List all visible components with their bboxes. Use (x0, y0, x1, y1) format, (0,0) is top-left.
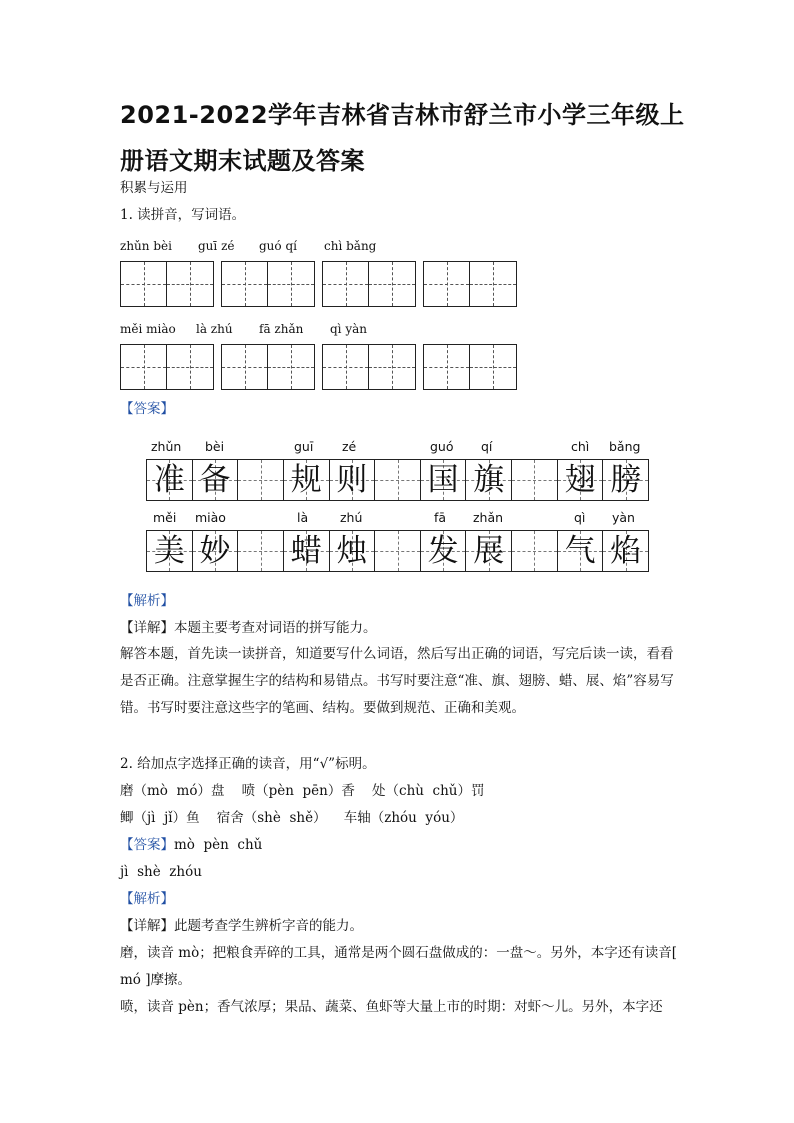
q2-explanation-2: 喷，读音 pèn；香气浓厚；果品、蔬菜、鱼虾等大量上市的时期：对虾～儿。另外，本字还 (120, 999, 663, 1015)
answer-char: 旗 (473, 461, 505, 498)
detail-text: 此题考查学生辨析字音的能力。 (174, 918, 363, 934)
q2-options-line-1: 磨（mò mó）盘 喷（pèn pēn）香 处（chù chǔ）罚 (120, 783, 485, 799)
answer-label: 【答案】 (120, 837, 174, 853)
q2-answer-line-1 (120, 835, 262, 855)
writing-grid[interactable] (120, 344, 214, 390)
answer-pinyin: miào (195, 510, 226, 525)
answer-char: 膀 (610, 461, 642, 498)
section-heading: 积累与运用 (120, 180, 188, 196)
answer-char: 翅 (564, 461, 596, 498)
detail-label: 【详解】 (120, 918, 174, 934)
answer-char: 发 (427, 532, 459, 569)
writing-grid[interactable] (322, 344, 416, 390)
answer-pinyin: guó (430, 439, 454, 454)
answer-grid-row-2 (146, 530, 649, 572)
q1-explanation: 解答本题，首先读一读拼音，知道要写什么词语，然后写出正确的词语，写完后读一读，看看是否正确。注意掌握生字的结构和易错点。书写时要注意“准、旗、翅膀、蜡、展、焰”容易写错。书写时要注意这些字的笔画、结构。要做到规范、正确和美观。 (120, 646, 674, 716)
answer-char: 国 (427, 461, 459, 498)
q1-stem: 1. 读拼音，写词语。 (120, 207, 246, 223)
answer-char: 烛 (336, 532, 368, 569)
writing-grid[interactable] (322, 261, 416, 307)
writing-grid[interactable] (423, 261, 517, 307)
detail-line (120, 618, 377, 638)
answer-char: 备 (199, 461, 231, 498)
q1-pinyin-5: měi miào (120, 322, 176, 336)
q1-pinyin-1: zhǔn bèi (120, 239, 172, 253)
answer-pinyin: zhǎn (473, 510, 504, 525)
answer-char: 展 (473, 532, 505, 569)
answer-pinyin: yàn (612, 510, 635, 525)
answer-char: 美 (153, 532, 185, 569)
detail-label: 【详解】 (120, 620, 174, 636)
analysis-label: 【解析】 (120, 891, 174, 907)
q2-answer-line-2: jì shè zhóu (120, 864, 202, 880)
answer-pinyin: qí (481, 439, 493, 454)
q1-pinyin-2: guī zé (198, 239, 235, 253)
q2-stem: 2. 给加点字选择正确的读音，用“√”标明。 (120, 756, 376, 772)
answer-pinyin: chì (571, 439, 590, 454)
detail-text: 本题主要考查对词语的拼写能力。 (174, 620, 377, 636)
q1-pinyin-4: chì bǎng (324, 239, 377, 253)
writing-grid[interactable] (120, 261, 214, 307)
writing-grid[interactable] (423, 344, 517, 390)
q1-pinyin-7: fā zhǎn (259, 322, 304, 336)
answer-pinyin: zhú (340, 510, 363, 525)
q2-options-line-2: 鲫（jì jǐ）鱼 宿舍（shè shě） 车轴（zhóu yóu） (120, 810, 464, 826)
answer-pinyin: bǎng (609, 439, 641, 454)
answer-pinyin: zé (342, 439, 357, 454)
answer-pinyin: guī (294, 439, 314, 454)
q1-pinyin-8: qì yàn (330, 322, 367, 336)
q1-pinyin-3: guó qí (259, 239, 297, 253)
answer-pinyin: měi (153, 510, 177, 525)
document-title: 2021-2022学年吉林省吉林市舒兰市小学三年级上册语文期末试题及答案 (120, 101, 685, 175)
answer-char: 则 (336, 461, 368, 498)
answer-pinyin: zhǔn (151, 439, 182, 454)
writing-grid[interactable] (221, 261, 315, 307)
answer-label: 【答案】 (120, 401, 174, 417)
answer-grid-row-1 (146, 459, 649, 501)
answer-char: 蜡 (290, 532, 322, 569)
answer-pinyin: fā (434, 510, 447, 525)
answer-char: 规 (290, 461, 322, 498)
q2-explanation-1: 磨，读音 mò；把粮食弄碎的工具，通常是两个圆石盘做成的：一盘～。另外，本字还有读音[ mó ]摩擦。 (120, 945, 677, 988)
answer-char: 妙 (199, 532, 231, 569)
answer-char: 准 (153, 461, 185, 498)
answer-pinyin: là (297, 510, 309, 525)
answer-pinyin: bèi (205, 439, 225, 454)
answer-pinyin: qì (574, 510, 586, 525)
answer-char: 焰 (610, 532, 642, 569)
answer-char: 气 (564, 532, 596, 569)
answer-text: mò pèn chǔ (174, 837, 263, 853)
q1-pinyin-6: là zhú (196, 322, 233, 336)
analysis-label: 【解析】 (120, 593, 174, 609)
writing-grid[interactable] (221, 344, 315, 390)
detail-line (120, 916, 363, 936)
